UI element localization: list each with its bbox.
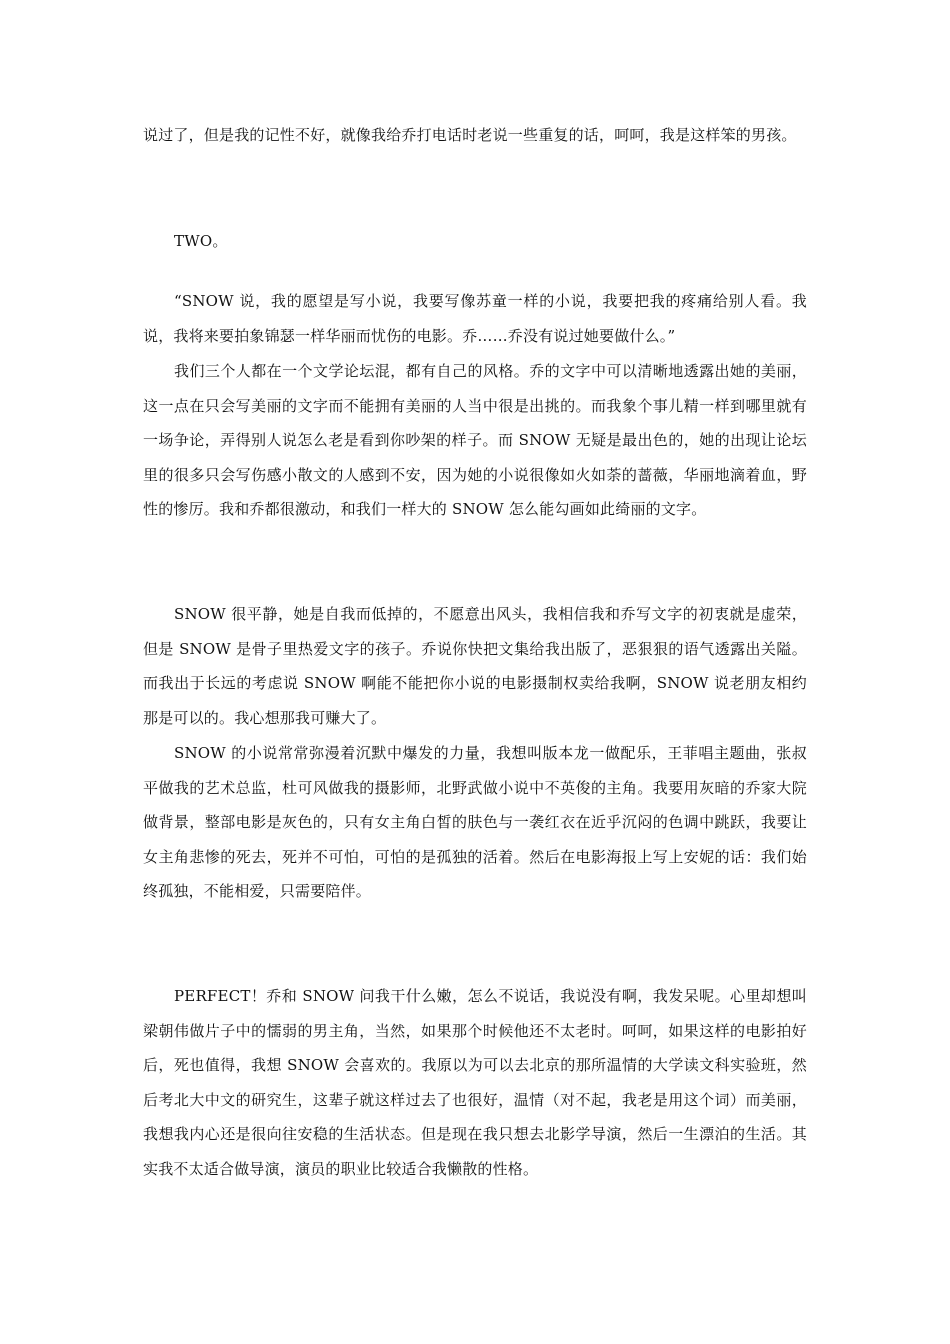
paragraph-5: SNOW 很平静，她是自我而低掉的，不愿意出风头，我相信我和乔写文字的初衷就是虚荣，但是 SNOW 是骨子里热爱文字的孩子。乔说你快把文集给我出版了，恶狠狠的语气透露出关隘。而我出于长远的考虑说 SNOW 啊能不能把你小说的电影摄制权卖给我啊，SNOW 说老朋友相约那是可以的。我心想那我可赚大了。: [143, 605, 807, 727]
paragraph-4: 我们三个人都在一个文学论坛混，都有自己的风格。乔的文字中可以清晰地透露出她的美丽，这一点在只会写美丽的文字而不能拥有美丽的人当中很是出挑的。而我象个事儿精一样到哪里就有一场争论，弄得别人说怎么老是看到你吵架的样子。而 SNOW 无疑是最出色的，她的出现让论坛里的很多只会写伤感小散文的人感到不安，因为她的小说很像如火如荼的蔷薇，华丽地滴着血，野性的惨厉。我和乔都很激动，和我们一样大的 SNOW 怎么能勾画如此绮丽的文字。: [143, 362, 807, 519]
paragraph-6: SNOW 的小说常常弥漫着沉默中爆发的力量，我想叫版本龙一做配乐，王菲唱主题曲，张叔平做我的艺术总监，杜可风做我的摄影师，北野武做小说中不英俊的主角。我要用灰暗的乔家大院做背景，整部电影是灰色的，只有女主角白皙的肤色与一袭红衣在近乎沉闷的色调中跳跃，我要让女主角悲惨的死去，死并不可怕，可怕的是孤独的活着。然后在电影海报上写上安妮的话：我们始终孤独，不能相爱，只需要陪伴。: [143, 744, 807, 901]
paragraph-1: 说过了，但是我的记性不好，就像我给乔打电话时老说一些重复的话，呵呵，我是这样笨的男孩。: [143, 126, 797, 144]
paragraph-7: PERFECT！乔和 SNOW 问我干什么嫩，怎么不说话，我说没有啊，我发呆呢。心里却想叫梁朝伟做片子中的懦弱的男主角，当然，如果那个时候他还不太老时。呵呵，如果这样的电影拍好后，死也值得，我想 SNOW 会喜欢的。我原以为可以去北京的那所温情的大学读文科实验班，然后考北大中文的研究生，这辈子就这样过去了也很好，温情（对不起，我老是用这个词）而美丽，我想我内心还是很向往安稳的生活状态。但是现在我只想去北影学导演，然后一生漂泊的生活。其实我不太适合做导演，演员的职业比较适合我懒散的性格。: [143, 987, 807, 1178]
paragraph-section-label: TWO。: [174, 232, 228, 250]
paragraph-quote: “SNOW 说，我的愿望是写小说，我要写像苏童一样的小说，我要把我的疼痛给别人看。我说，我将来要拍象锦瑟一样华丽而忧伤的电影。乔……乔没有说过她要做什么。”: [143, 292, 807, 345]
